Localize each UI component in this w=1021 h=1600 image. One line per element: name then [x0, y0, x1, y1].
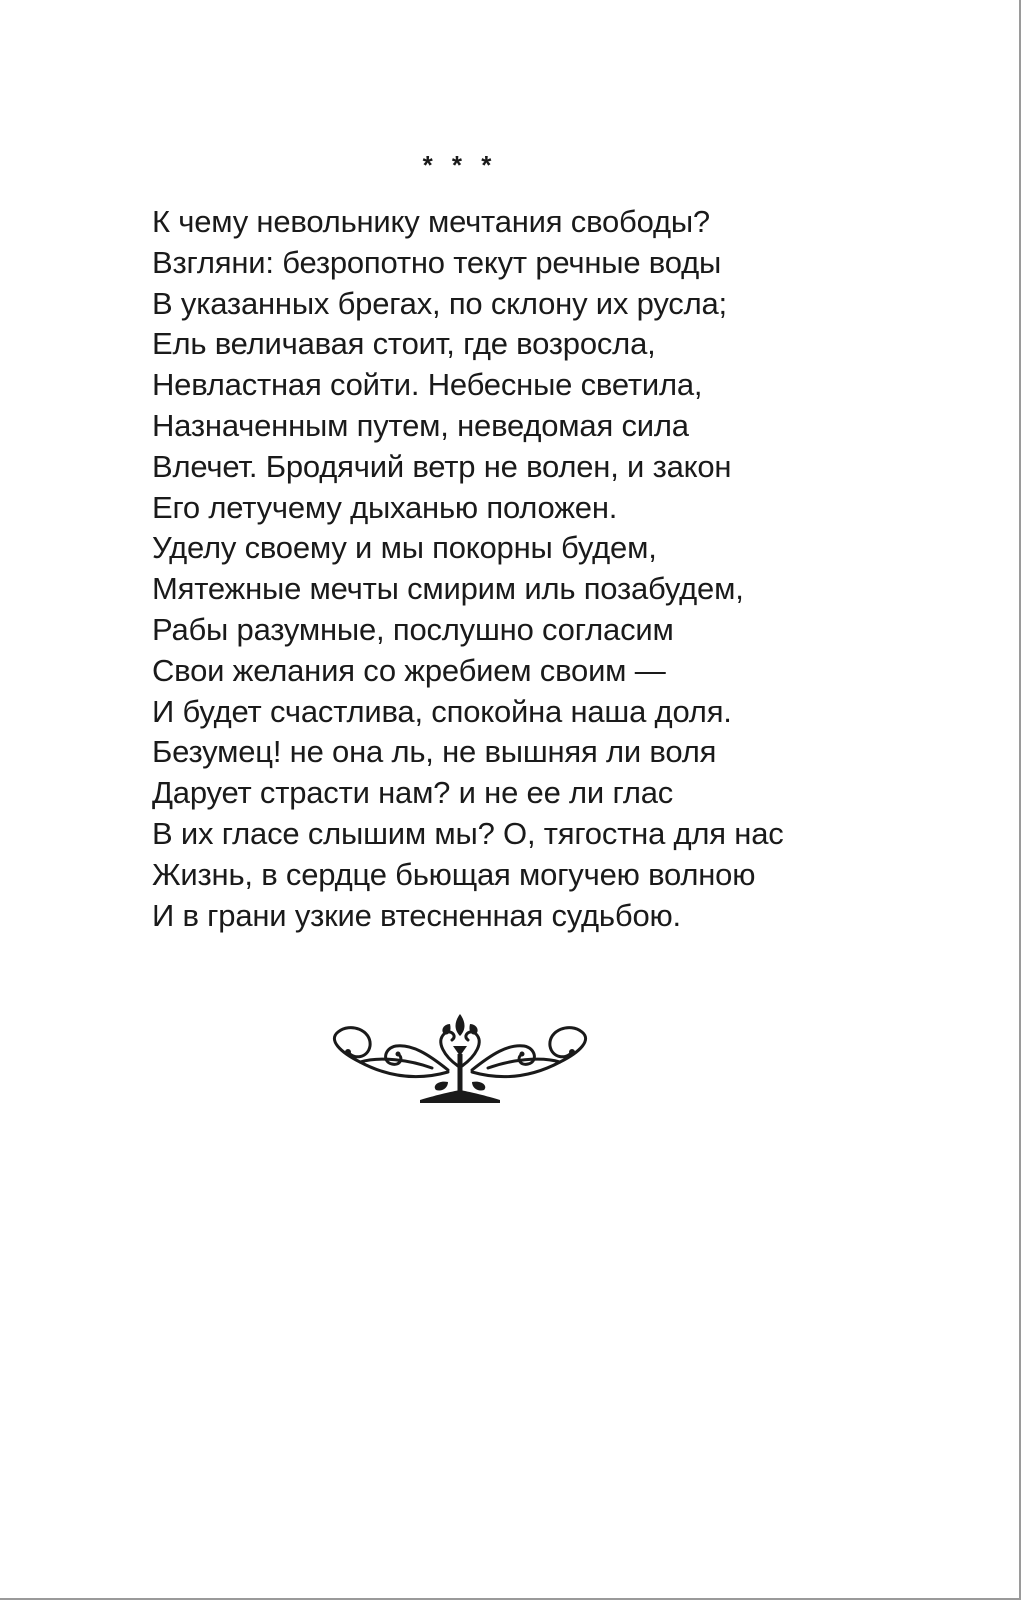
poem-line: Уделу своему и мы покорны будем, — [152, 530, 657, 566]
poem-line: Свои желания со жребием своим — — [152, 652, 666, 688]
poem-line: Жизнь, в сердце бьющая могучею волною — [152, 856, 756, 892]
poem-line: В их гласе слышим мы? О, тягостна для нас — [152, 815, 784, 851]
poem-line: Назначенным путем, неведомая сила — [152, 407, 689, 443]
poem-line: Взгляни: безропотно текут речные воды — [152, 244, 722, 280]
poem-line: Ель величавая стоит, где возросла, — [152, 326, 656, 362]
poem-line: Невластная сойти. Небесные светила, — [152, 367, 703, 403]
poem-line: Дарует страсти нам? и не ее ли глас — [152, 775, 674, 811]
poem-line: Безумец! не она ль, не вышняя ли воля — [152, 734, 717, 770]
poem-line: Его летучему дыханью положен. — [152, 489, 618, 525]
poem-line: И в грани узкие втесненная судьбою. — [152, 897, 681, 933]
poem-line: И будет счастлива, спокойна наша доля. — [152, 693, 732, 729]
poem-line: В указанных брегах, по склону их русла; — [152, 285, 727, 321]
poem-line: Мятежные мечты смирим иль позабудем, — [152, 571, 744, 607]
poem — [152, 202, 784, 936]
poem-line: К чему невольнику мечтания свободы? — [152, 204, 710, 239]
floral-vignette-icon — [320, 1010, 600, 1110]
section-mark-asterisks: * * * — [422, 150, 498, 180]
poem-line: Влечет. Бродячий ветр не волен, и закон — [152, 448, 732, 484]
poem-line: Рабы разумные, послушно согласим — [152, 611, 674, 647]
